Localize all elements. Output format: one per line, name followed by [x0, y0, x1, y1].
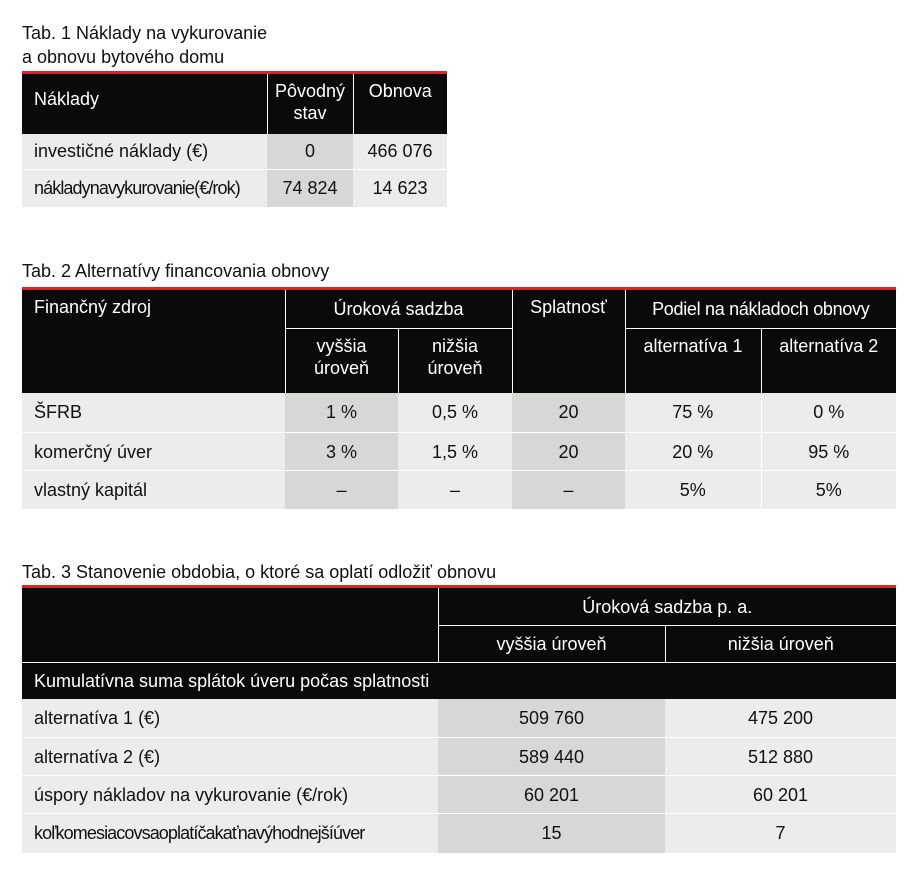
- table-row: [22, 393, 896, 433]
- tab3-row3-label: úspory nákladov na vykurovanie (€/rok): [22, 776, 438, 814]
- tab2-row2-alt2: 95 %: [761, 433, 896, 471]
- table-row: [22, 471, 896, 509]
- table-row: [22, 134, 447, 170]
- tab3-caption: Tab. 3 Stanovenie obdobia, o ktoré sa oplatí odložiť obnovu: [22, 562, 497, 582]
- tab1-row2-label: nákladynavykurovanie(€/rok): [22, 170, 267, 207]
- tab3-header-vyssia: vyššia úroveň: [438, 626, 665, 663]
- tab3-row2-vyssia: 589 440: [438, 738, 665, 776]
- tab2-header-alt1: alternatíva 1: [625, 329, 761, 393]
- tab2-row2-alt1: 20 %: [625, 433, 761, 471]
- tab3-row3-nizsia: 60 201: [665, 776, 896, 814]
- tab2-row3-alt1: 5%: [625, 471, 761, 509]
- tab3-row3-vyssia: 60 201: [438, 776, 665, 814]
- table-row: [22, 699, 896, 738]
- tab2-header-vyssia-line1: vyššia: [316, 336, 367, 356]
- tab3-row4-label: koľkomesiacovsaoplatíčakaťnavýhodnejšíúver: [22, 814, 438, 853]
- tab2-header-vyssia-line2: úroveň: [313, 358, 370, 378]
- tab3-row1-label: alternatíva 1 (€): [22, 699, 438, 738]
- tab2-row1-nizsia: 0,5 %: [398, 393, 512, 433]
- tab2-row1-splatnost: 20: [512, 393, 625, 433]
- tab1-table: [22, 71, 447, 207]
- tab1-row1-label: investičné náklady (€): [22, 134, 267, 170]
- tab2-row1-alt1: 75 %: [625, 393, 761, 433]
- tab2-header-urok: Úroková sadzba: [285, 289, 512, 329]
- tab1-header-naklady: Náklady: [22, 73, 267, 134]
- tab2-row2-splatnost: 20: [512, 433, 625, 471]
- tab2-row2-vyssia: 3 %: [285, 433, 398, 471]
- tab3-row1-nizsia: 475 200: [665, 699, 896, 738]
- tab2-header-vyssia: [285, 329, 398, 393]
- tab3-header-empty: [22, 587, 438, 663]
- tab2-caption: Tab. 2 Alternatívy financovania obnovy: [22, 261, 330, 281]
- tab1-caption-line1: Tab. 1 Náklady na vykurovanie: [22, 23, 268, 43]
- tab1-header-povodny-line1: Pôvodný: [274, 81, 346, 101]
- tab3-row4-nizsia: 7: [665, 814, 896, 853]
- tab3-row2-nizsia: 512 880: [665, 738, 896, 776]
- tab2-row3-vyssia: –: [285, 471, 398, 509]
- tab3-row2-label: alternatíva 2 (€): [22, 738, 438, 776]
- tab2-row2-label: komerčný úver: [22, 433, 285, 471]
- tab3-row4-vyssia: 15: [438, 814, 665, 853]
- tab2-row3-splatnost: –: [512, 471, 625, 509]
- table-row: [22, 170, 447, 207]
- tab1-row1-povodny: 0: [267, 134, 353, 170]
- tab2-header-nizsia: [398, 329, 512, 393]
- tab2-row2-nizsia: 1,5 %: [398, 433, 512, 471]
- tab1-row2-obnova: 14 623: [353, 170, 447, 207]
- table-row: [22, 776, 896, 814]
- table-row: [22, 814, 896, 853]
- tab2-row3-alt2: 5%: [761, 471, 896, 509]
- tab2-header-podiel: Podiel na nákladoch obnovy: [625, 289, 896, 329]
- tab1-caption-line2: a obnovu bytového domu: [22, 47, 225, 67]
- tab2-header-nizsia-line1: nižšia: [431, 336, 479, 356]
- tab2-row3-label: vlastný kapitál: [22, 471, 285, 509]
- tab3-header-urok: Úroková sadzba p. a.: [438, 587, 896, 626]
- tab2-header-alt2: alternatíva 2: [761, 329, 896, 393]
- tab1-header-povodny: [267, 73, 353, 134]
- table-row: [22, 738, 896, 776]
- tab3-table: [22, 585, 896, 853]
- tab2-row3-nizsia: –: [398, 471, 512, 509]
- tab1-header-povodny-line2: stav: [293, 103, 327, 123]
- tab2-header-nizsia-line2: úroveň: [427, 358, 483, 378]
- tab1-row1-obnova: 466 076: [353, 134, 447, 170]
- tab2-header-zdroj: Finančný zdroj: [22, 289, 285, 393]
- tab3-header-nizsia: nižšia úroveň: [665, 626, 896, 663]
- tab2-row1-label: ŠFRB: [22, 393, 285, 433]
- tab3-row1-vyssia: 509 760: [438, 699, 665, 738]
- table-row: [22, 433, 896, 471]
- tab2-table: [22, 287, 896, 509]
- tab1-row2-povodny: 74 824: [267, 170, 353, 207]
- tab3-section-header: Kumulatívna suma splátok úveru počas splatnosti: [22, 663, 896, 699]
- tab2-row1-alt2: 0 %: [761, 393, 896, 433]
- tab2-header-splatnost: Splatnosť: [512, 289, 625, 393]
- tab1-header-obnova: Obnova: [353, 73, 447, 134]
- tab2-row1-vyssia: 1 %: [285, 393, 398, 433]
